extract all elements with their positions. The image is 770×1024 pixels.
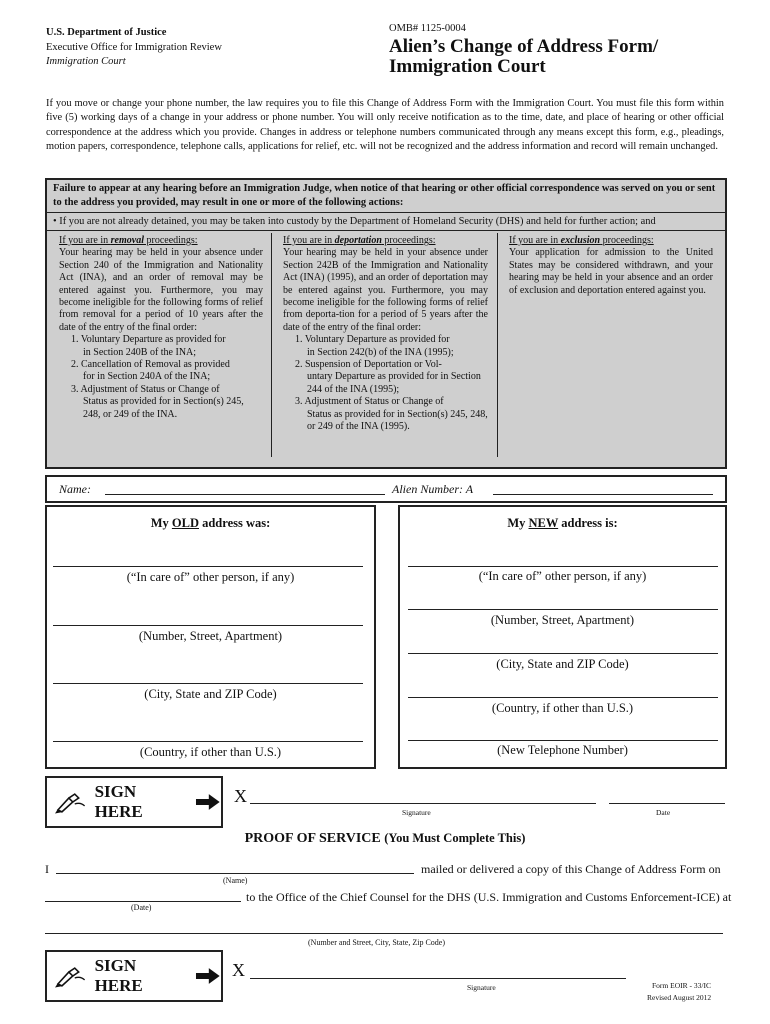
form-title-line2: Immigration Court xyxy=(389,56,546,77)
deportation-relief-3-cont: Status as provided for in Section(s) 245, 248, or 249 of the INA (1995). xyxy=(307,408,488,433)
deportation-body: Your hearing may be held in your absence under Section 242B of the Immigration and Nationality Act (INA) (1995), and an order of deportation may be entered against you. Furthermore, you may become ineligible for the following forms of relief from deporta-tion for a period of 5 years after the date of the entry of the final order: xyxy=(283,247,488,333)
proof-name-line[interactable] xyxy=(56,873,414,874)
new-city-line[interactable] xyxy=(408,653,718,654)
proof-name-caption: (Name) xyxy=(223,876,248,885)
deportation-relief-2: 2. Suspension of Deportation or Vol- xyxy=(295,359,442,371)
column-divider xyxy=(271,233,272,457)
new-address-heading: My NEW address is: xyxy=(507,516,618,530)
removal-relief-1: 1. Voluntary Departure as provided for xyxy=(71,334,226,346)
old-city-caption: (City, State and ZIP Code) xyxy=(144,687,277,701)
old-care-of-caption: (“In care of” other person, if any) xyxy=(126,570,295,584)
removal-relief-3-cont: Status as provided for in Section(s) 245, 248, or 249 of the INA. xyxy=(83,396,244,420)
signature-line-2[interactable] xyxy=(250,978,626,979)
writing-hand-icon xyxy=(55,964,89,988)
omb-number: OMB# 1125-0004 xyxy=(389,23,466,34)
name-row xyxy=(45,475,727,503)
exclusion-column xyxy=(509,235,713,297)
new-address-box xyxy=(398,505,727,769)
new-phone-caption: (New Telephone Number) xyxy=(497,743,628,757)
new-country-line[interactable] xyxy=(408,697,718,698)
revision-date: Revised August 2012 xyxy=(647,993,712,1002)
old-street-line[interactable] xyxy=(53,625,363,626)
deportation-heading: If you are in deportation proceedings: xyxy=(283,235,436,246)
removal-relief-1-cont: in Section 240B of the INA; xyxy=(83,346,197,358)
warning-heading: Failure to appear at any hearing before an Immigration Judge, when notice of that hearing or other official correspondence was served on you or sent to the address you provided, may result in one or more of the following actions: xyxy=(47,180,725,213)
new-street-caption: (Number, Street, Apartment) xyxy=(490,613,635,627)
exclusion-body: Your application for admission to the United States may be considered withdrawn, and your hearing may be held in your absence and an order of exclusion and deportation entered against you. xyxy=(509,247,713,296)
alien-number-input-line[interactable] xyxy=(493,494,713,495)
warning-box xyxy=(45,178,727,469)
old-city-line[interactable] xyxy=(53,683,363,684)
proof-mailed-text: mailed or delivered a copy of this Change of Address Form on xyxy=(421,862,721,876)
writing-hand-icon xyxy=(55,790,89,814)
signature-x-mark-2: X xyxy=(232,960,245,980)
name-label: Name: xyxy=(59,482,91,496)
sign-here-label: SIGN HERE xyxy=(94,782,143,821)
date-line[interactable] xyxy=(609,803,725,804)
new-city-caption: (City, State and ZIP Code) xyxy=(496,657,629,671)
column-divider xyxy=(497,233,498,457)
exclusion-heading: If you are in exclusion proceedings: xyxy=(509,235,654,246)
arrow-right-icon xyxy=(195,793,221,811)
removal-column xyxy=(59,235,263,421)
form-number: Form EOIR - 33/IC xyxy=(652,981,711,990)
signature-caption-2: Signature xyxy=(467,983,496,992)
signature-line[interactable] xyxy=(250,803,596,804)
new-street-line[interactable] xyxy=(408,609,718,610)
removal-relief-2-cont: for in Section 240A of the INA; xyxy=(83,371,211,383)
sign-here-box xyxy=(45,776,223,828)
deportation-relief-1: 1. Voluntary Departure as provided for xyxy=(295,334,450,346)
new-phone-line[interactable] xyxy=(408,740,718,741)
proof-address-caption: (Number and Street, City, State, Zip Code) xyxy=(308,938,446,947)
old-street-caption: (Number, Street, Apartment) xyxy=(138,629,283,643)
alien-number-label: Alien Number: A xyxy=(392,482,474,496)
proof-office-text: to the Office of the Chief Counsel for the DHS (U.S. Immigration and Customs Enforcement-ICE) at xyxy=(246,890,732,904)
old-address-heading: My OLD address was: xyxy=(150,516,271,530)
form-title-line1: Alien’s Change of Address Form/ xyxy=(389,36,659,57)
date-caption: Date xyxy=(656,808,671,817)
court-name: Immigration Court xyxy=(46,56,126,67)
signature-caption: Signature xyxy=(402,808,431,817)
deportation-relief-2-cont: untary Departure as provided for in Section 244 of the INA (1995); xyxy=(307,371,481,395)
proof-address-line[interactable] xyxy=(45,933,723,934)
intro-paragraph: If you move or change your phone number, the law requires you to file this Change of Address Form with the Immigration Court. You must file this form within five (5) working days of a change in your address or phone number. You will only receive notification as to the time, date, and place of hearing or other official correspondence at the address which you provide. Changes in address or telephone numbers communicated through any means except this form, e.g., pleadings, motion papers, correspondence, telephone calls, applications for relief, etc. will not be recognized and the address information and record will remain unchanged. xyxy=(46,98,724,152)
old-country-line[interactable] xyxy=(53,741,363,742)
arrow-right-icon xyxy=(195,967,221,985)
new-care-of-caption: (“In care of” other person, if any) xyxy=(478,569,647,583)
name-input-line[interactable] xyxy=(105,494,385,495)
new-care-of-line[interactable] xyxy=(408,566,718,567)
new-country-caption: (Country, if other than U.S.) xyxy=(491,701,634,715)
removal-relief-2: 2. Cancellation of Removal as provided xyxy=(71,359,230,371)
deportation-column xyxy=(283,235,488,434)
proof-date-caption: (Date) xyxy=(131,903,152,912)
old-address-box xyxy=(45,505,376,769)
department-name: U.S. Department of Justice xyxy=(46,27,167,38)
removal-heading: If you are in removal proceedings: xyxy=(59,235,198,246)
removal-relief-3: 3. Adjustment of Status or Change of xyxy=(71,383,220,395)
old-country-caption: (Country, if other than U.S.) xyxy=(139,745,282,759)
warning-bullet: • If you are not already detained, you may be taken into custody by the Department of Homeland Security (DHS) and held for further action; and xyxy=(47,213,725,231)
removal-body: Your hearing may be held in your absence under Section 240 of the Immigration and Nationality Act (INA), and an order of removal may be entered against you. Furthermore, you may become ineligible for the following forms of relief from removal for a period of 10 years after the date of the entry of the final order: xyxy=(59,247,263,333)
old-care-of-line[interactable] xyxy=(53,566,363,567)
office-name: Executive Office for Immigration Review xyxy=(46,42,222,53)
proof-of-service-title: PROOF OF SERVICE (You Must Complete This) xyxy=(244,831,526,846)
deportation-relief-3: 3. Adjustment of Status or Change of xyxy=(295,396,444,408)
proof-i-label: I xyxy=(45,862,49,876)
signature-x-mark: X xyxy=(234,786,247,806)
deportation-relief-1-cont: in Section 242(b) of the INA (1995); xyxy=(307,346,454,358)
sign-here-label-2: SIGN HERE xyxy=(94,956,143,995)
proof-date-line[interactable] xyxy=(45,901,241,902)
sign-here-box-2 xyxy=(45,950,223,1002)
